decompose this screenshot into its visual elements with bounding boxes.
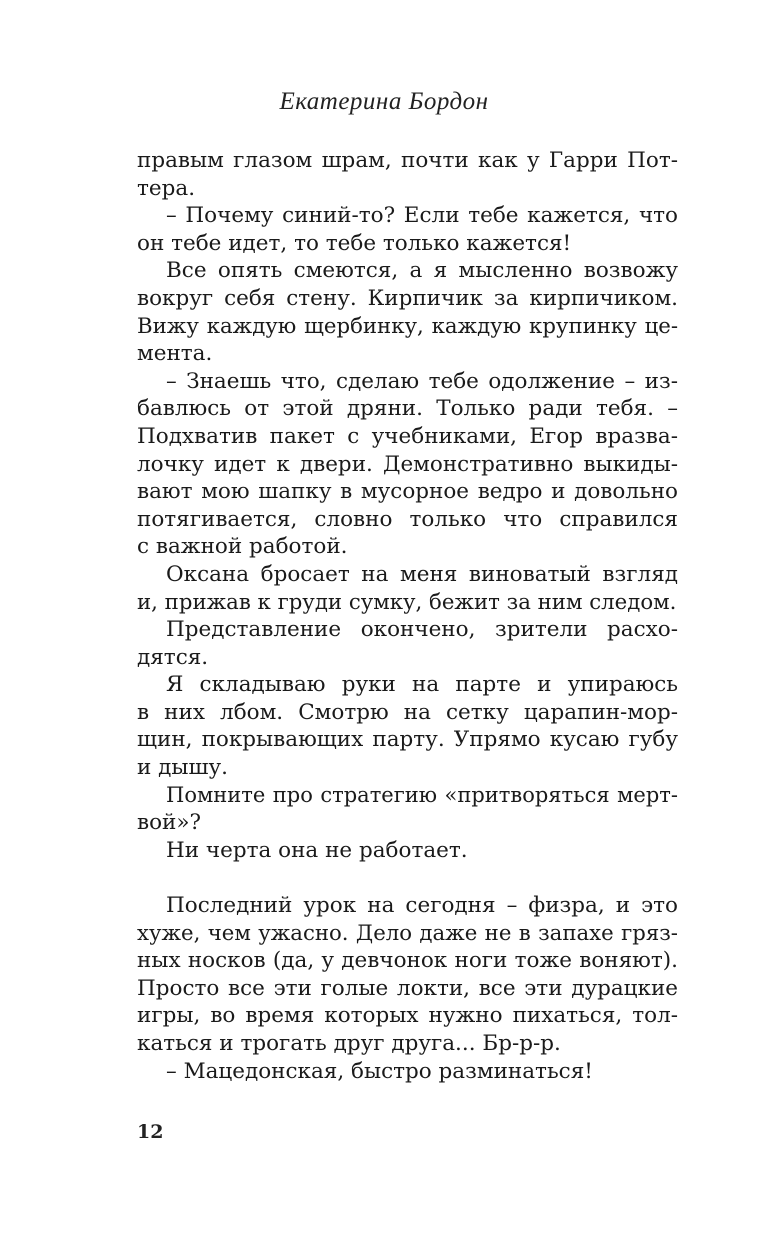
text-line: хуже, чем ужасно. Дело даже не в запахе гряз- bbox=[137, 920, 678, 946]
text-line: ных носков (да, у девчонок ноги тоже воняют). bbox=[137, 948, 678, 974]
text-line: – Знаешь что, сделаю тебе одолжение – из- bbox=[166, 368, 678, 394]
page-number: 12 bbox=[137, 1121, 164, 1143]
text-line: вой»? bbox=[137, 810, 202, 836]
text-line: Ни черта она не работает. bbox=[166, 837, 468, 863]
blank-line bbox=[137, 864, 678, 892]
text-line: каться и трогать друг друга... Бр-р-р. bbox=[137, 1031, 561, 1056]
text-line: бавлюсь от этой дряни. Только ради тебя. – bbox=[137, 396, 678, 422]
text-line: потягивается, словно только что справился bbox=[137, 506, 678, 532]
text-line: Оксана бросает на меня виноватый взгляд bbox=[166, 561, 678, 587]
text-line: тера. bbox=[137, 175, 196, 201]
text-line: мента. bbox=[137, 341, 213, 367]
body-text bbox=[137, 147, 678, 1085]
text-line: и, прижав к груди сумку, бежит за ним следом. bbox=[137, 589, 677, 615]
text-line: вают мою шапку в мусорное ведро и довольно bbox=[137, 479, 678, 505]
text-line: Я складываю руки на парте и упираюсь bbox=[166, 672, 678, 698]
text-line: и дышу. bbox=[137, 755, 228, 781]
text-line: с важной работой. bbox=[137, 534, 348, 560]
text-line: Представление окончено, зрители расхо- bbox=[166, 617, 678, 643]
text-line: лочку идет к двери. Демонстративно выкиды- bbox=[137, 451, 678, 477]
text-line: вокруг себя стену. Кирпичик за кирпичиком. bbox=[137, 285, 678, 311]
text-line: Просто все эти голые локти, все эти дурацкие bbox=[137, 975, 678, 1001]
running-header-author: Екатерина Бордон bbox=[279, 88, 489, 115]
text-line: – Почему синий-то? Если тебе кажется, что bbox=[166, 203, 678, 229]
text-line: Подхватив пакет с учебниками, Егор вразва- bbox=[137, 423, 678, 449]
text-line: Последний урок на сегодня – физра, и это bbox=[166, 893, 678, 919]
text-line: он тебе идет, то тебе только кажется! bbox=[137, 230, 572, 256]
text-line: игры, во время которых нужно пихаться, тол- bbox=[137, 1003, 678, 1029]
text-line: Помните про стратегию «притворяться мерт- bbox=[166, 782, 678, 807]
text-line: в них лбом. Смотрю на сетку царапин-мор- bbox=[137, 699, 678, 725]
text-line: Все опять смеются, а я мысленно возвожу bbox=[166, 258, 678, 284]
text-line: правым глазом шрам, почти как у Гарри Пот- bbox=[137, 148, 678, 173]
text-line: Вижу каждую щербинку, каждую крупинку це- bbox=[137, 313, 678, 339]
text-line: дятся. bbox=[137, 644, 209, 670]
text-line: – Мацедонская, быстро разминаться! bbox=[166, 1058, 593, 1084]
text-line: щин, покрывающих парту. Упрямо кусаю губу bbox=[137, 727, 678, 753]
